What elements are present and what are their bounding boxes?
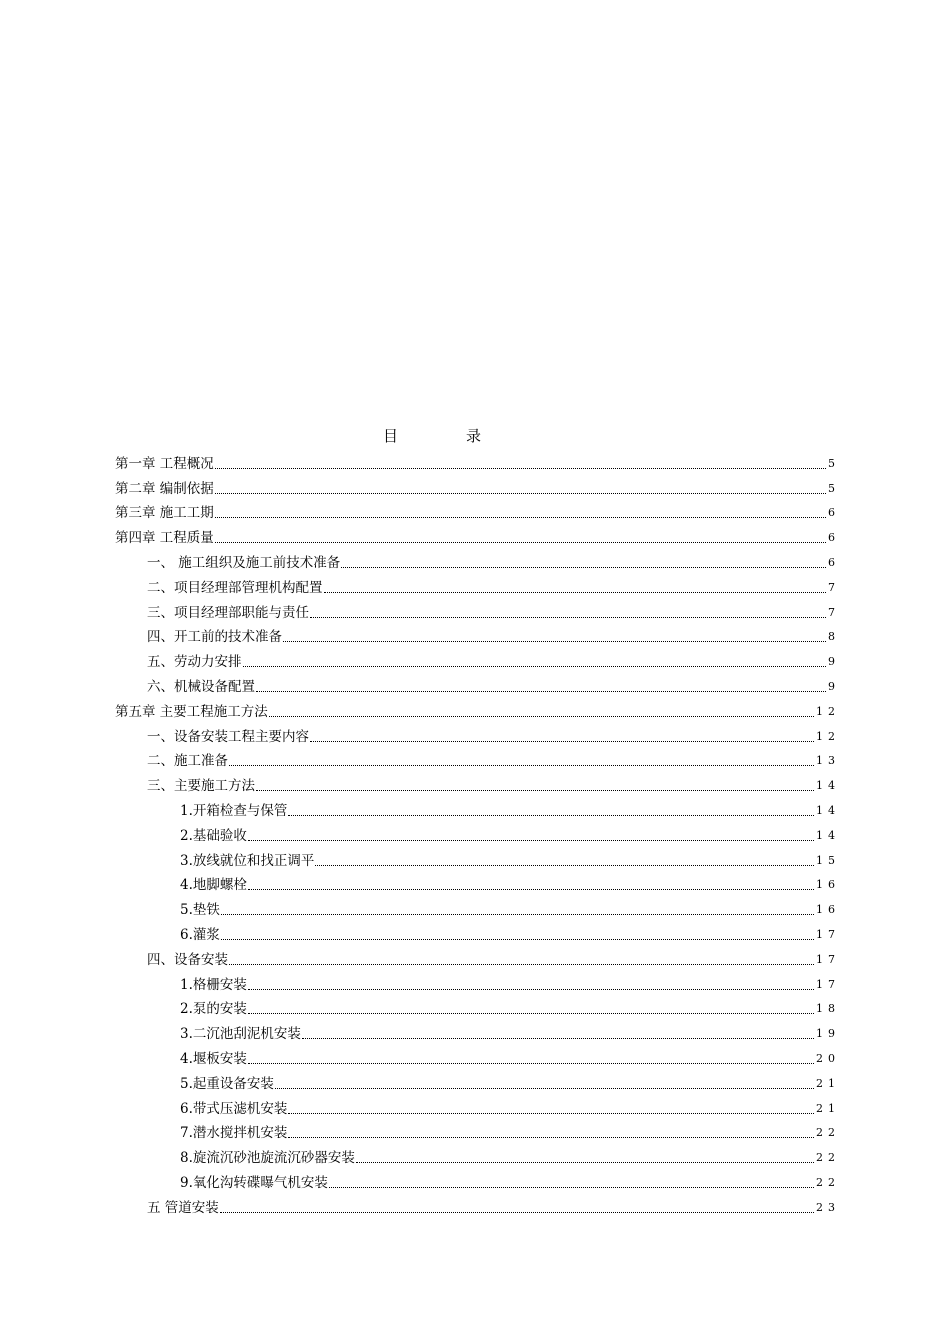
toc-leader-dots [243,665,827,667]
toc-entry[interactable] [115,919,840,944]
toc-entry-title: 第三章 施工工期 [115,505,214,522]
toc-entry-page: 6 [828,555,840,569]
toc-entry-title: 2.基础验收 [180,827,247,844]
toc-leader-dots [215,541,826,543]
toc-entry-page: 12 [816,729,840,743]
toc-entry-title: 5.起重设备安装 [180,1075,274,1092]
toc-leader-dots [256,690,826,692]
toc-entry[interactable] [115,1068,840,1093]
toc-entry-title: 第一章 工程概况 [115,455,214,472]
toc-heading [0,424,950,448]
table-of-contents [115,448,840,1217]
toc-entry-page: 23 [816,1200,840,1214]
toc-entry[interactable] [115,572,840,597]
toc-entry-page: 16 [816,878,840,892]
toc-entry-page: 17 [816,927,840,941]
toc-entry[interactable] [115,547,840,572]
toc-entry[interactable] [115,1093,840,1118]
toc-leader-dots [256,789,814,791]
toc-entry-title: 一、设备安装工程主要内容 [147,728,309,745]
toc-entry[interactable] [115,746,840,771]
toc-entry[interactable] [115,1192,840,1217]
toc-leader-dots [315,864,814,866]
toc-entry[interactable] [115,1018,840,1043]
toc-leader-dots [269,715,814,717]
toc-entry-page: 21 [816,1076,840,1090]
toc-entry-title: 第二章 编制依据 [115,480,214,497]
toc-entry-page: 12 [816,704,840,718]
toc-entry-title: 9.氧化沟转碟曝气机安装 [180,1174,328,1191]
toc-entry-page: 7 [828,605,840,619]
toc-entry[interactable] [115,795,840,820]
toc-entry-page: 20 [816,1051,840,1065]
toc-leader-dots [248,988,814,990]
toc-entry[interactable] [115,498,840,523]
toc-leader-dots [229,764,814,766]
toc-entry-title: 6.带式压滤机安装 [180,1100,288,1117]
toc-entry[interactable] [115,845,840,870]
toc-leader-dots [310,616,826,618]
toc-entry-page: 6 [828,531,840,545]
toc-entry[interactable] [115,1142,840,1167]
toc-leader-dots [215,467,826,469]
toc-leader-dots [310,740,814,742]
toc-leader-dots [324,591,827,593]
toc-entry-title: 四、设备安装 [147,951,228,968]
toc-entry[interactable] [115,1167,840,1192]
toc-entry[interactable] [115,820,840,845]
toc-entry-title: 3.二沉池刮泥机安装 [180,1026,301,1043]
toc-entry-title: 第五章 主要工程施工方法 [115,703,268,720]
toc-entry-page: 8 [828,630,840,644]
toc-entry[interactable] [115,646,840,671]
toc-leader-dots [248,839,814,841]
toc-entry[interactable] [115,597,840,622]
toc-entry-title: 6.灌浆 [180,926,220,943]
toc-leader-dots [341,566,826,568]
toc-entry[interactable] [115,522,840,547]
toc-leader-dots [288,1136,814,1138]
toc-leader-dots [283,640,826,642]
toc-entry-title: 二、项目经理部管理机构配置 [147,579,323,596]
toc-entry-page: 22 [816,1151,840,1165]
toc-entry-title: 五、劳动力安排 [147,654,242,671]
toc-entry-page: 6 [828,506,840,520]
toc-leader-dots [221,938,814,940]
toc-entry[interactable] [115,1118,840,1143]
toc-entry[interactable] [115,473,840,498]
toc-leader-dots [275,1087,814,1089]
toc-entry-page: 19 [816,1027,840,1041]
toc-entry-page: 9 [828,679,840,693]
toc-entry-title: 二、施工准备 [147,753,228,770]
toc-entry-page: 9 [828,655,840,669]
toc-entry[interactable] [115,1043,840,1068]
toc-entry-page: 15 [816,853,840,867]
toc-entry[interactable] [115,622,840,647]
toc-entry-page: 17 [816,952,840,966]
toc-entry-page: 21 [816,1101,840,1115]
toc-heading-right: 录 [466,427,482,445]
toc-entry-title: 1.格栅安装 [180,976,247,993]
toc-leader-dots [248,888,814,890]
toc-leader-dots [215,516,826,518]
toc-entry[interactable] [115,696,840,721]
toc-entry[interactable] [115,870,840,895]
toc-entry-title: 8.旋流沉砂池旋流沉砂器安装 [180,1150,355,1167]
toc-leader-dots [221,913,814,915]
toc-entry-page: 14 [816,779,840,793]
toc-leader-dots [329,1186,814,1188]
toc-leader-dots [220,1211,814,1213]
toc-entry[interactable] [115,894,840,919]
toc-leader-dots [248,1062,814,1064]
toc-entry[interactable] [115,770,840,795]
toc-entry-page: 7 [828,580,840,594]
toc-entry-page: 17 [816,977,840,991]
toc-entry-page: 5 [828,456,840,470]
toc-entry-title: 4.堰板安装 [180,1050,247,1067]
toc-entry-page: 14 [816,803,840,817]
toc-entry-page: 5 [828,481,840,495]
toc-entry-title: 三、项目经理部职能与责任 [147,604,309,621]
toc-entry-title: 4.地脚螺栓 [180,877,247,894]
toc-entry-title: 3.放线就位和找正调平 [180,852,315,869]
toc-entry-page: 16 [816,903,840,917]
toc-entry-page: 18 [816,1002,840,1016]
toc-entry[interactable] [115,448,840,473]
toc-entry-page: 22 [816,1126,840,1140]
toc-leader-dots [288,814,814,816]
toc-entry-title: 四、开工前的技术准备 [147,629,282,646]
toc-entry-page: 13 [816,754,840,768]
toc-entry-title: 1.开箱检查与保管 [180,802,288,819]
toc-entry-page: 14 [816,828,840,842]
toc-entry-title: 第四章 工程质量 [115,530,214,547]
toc-entry-title: 六、机械设备配置 [147,678,255,695]
toc-entry[interactable] [115,994,840,1019]
toc-entry-title: 7.潜水搅拌机安装 [180,1125,288,1142]
toc-leader-dots [248,1012,814,1014]
toc-entry[interactable] [115,944,840,969]
toc-leader-dots [302,1037,814,1039]
toc-entry-title: 三、主要施工方法 [147,778,255,795]
toc-entry-page: 22 [816,1175,840,1189]
toc-entry-title: 五 管道安装 [147,1199,219,1216]
toc-leader-dots [215,492,826,494]
toc-leader-dots [229,963,814,965]
toc-entry[interactable] [115,671,840,696]
toc-entry-title: 2.泵的安装 [180,1001,247,1018]
toc-entry-title: 5.垫铁 [180,902,220,919]
toc-entry[interactable] [115,969,840,994]
toc-entry[interactable] [115,721,840,746]
toc-heading-left: 目 [383,427,399,445]
toc-leader-dots [288,1112,814,1114]
toc-leader-dots [356,1161,814,1163]
toc-entry-title: 一、 施工组织及施工前技术准备 [147,554,341,571]
